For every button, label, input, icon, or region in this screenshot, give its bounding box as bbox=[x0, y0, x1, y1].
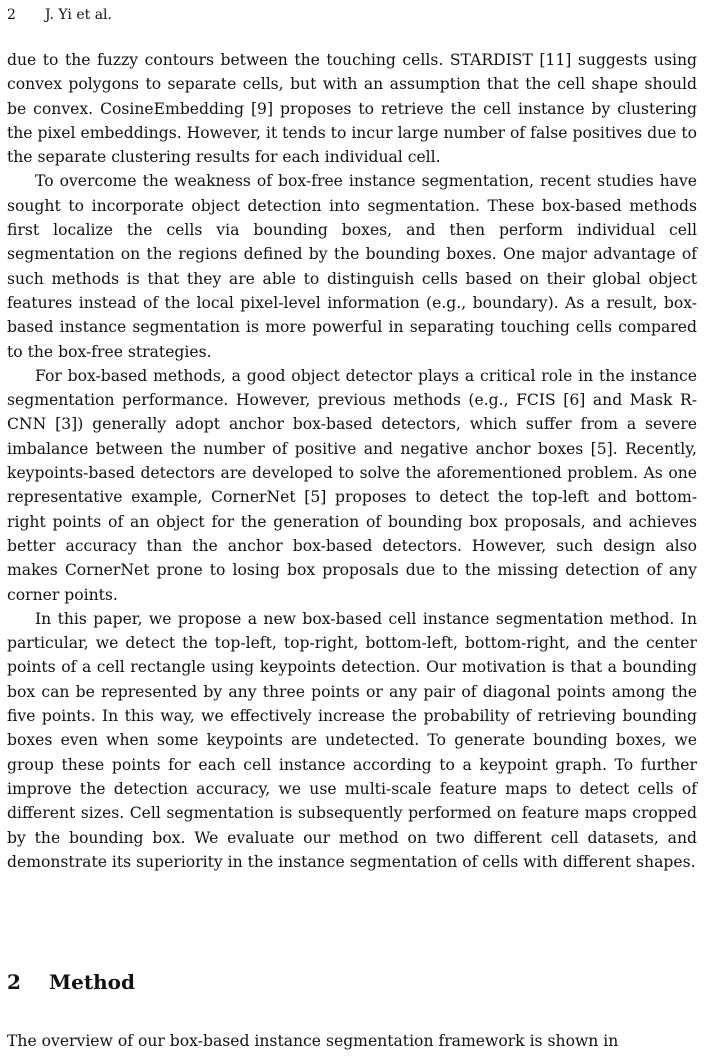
section-first-line: The overview of our box-based instance segmentation framework is shown in bbox=[7, 1032, 619, 1050]
running-authors: J. Yi et al. bbox=[45, 7, 112, 23]
section-number: 2 bbox=[7, 970, 21, 994]
paragraph-keypoint-detectors: For box-based methods, a good object detector plays a critical role in the instance segmentation performance. However, previous methods (e.g., FCIS [6] and Mask R-CNN [3]) generally adopt anchor box-based detectors, which suffer from a severe imbalance between the number of positive and negative anchor boxes [5]. Recently, keypoints-based detectors are developed to solve the aforementioned problem. As one representative example, CornerNet [5] proposes to detect the top-left and bottom-right points of an object for the generation of bounding box proposals, and achieves better accuracy than the anchor box-based detectors. However, such design also makes CornerNet prone to losing box proposals due to the missing detection of any corner points. bbox=[7, 366, 697, 604]
body-text bbox=[7, 48, 697, 874]
section-heading bbox=[7, 967, 135, 997]
paragraph-proposed-method: In this paper, we propose a new box-based cell instance segmentation method. In particular, we detect the top-left, top-right, bottom-left, bottom-right, and the center points of a cell rectangle using keypoints detection. Our motivation is that a bounding box can be represented by any three points or any pair of diagonal points among the five points. In this way, we effectively increase the probability of retrieving bounding boxes even when some keypoints are undetected. To generate bounding boxes, we group these points for each cell instance according to a keypoint graph. To further improve the detection accuracy, we use multi-scale feature maps to detect cells of different sizes. Cell segmentation is subsequently performed on feature maps cropped by the bounding box. We evaluate our method on two different cell datasets, and demonstrate its superiority in the instance segmentation of cells with different shapes. bbox=[7, 609, 697, 871]
running-header bbox=[7, 4, 112, 26]
page-number: 2 bbox=[7, 7, 16, 23]
paragraph-continuation: due to the fuzzy contours between the touching cells. STARDIST [11] suggests using convex polygons to separate cells, but with an assumption that the cell shape should be convex. CosineEmbedding [9] proposes to retrieve the cell instance by clustering the pixel embeddings. However, it tends to incur large number of false positives due to the separate clustering results for each individual cell. bbox=[7, 51, 697, 167]
section-title: Method bbox=[49, 970, 135, 994]
paragraph-box-based-motivation: To overcome the weakness of box-free instance segmentation, recent studies have sought to incorporate object detection into segmentation. These box-based methods first localize the cells via bounding boxes, and then perform individual cell segmentation on the regions defined by the bounding boxes. One major advantage of such methods is that they are able to distinguish cells based on their global object features instead of the local pixel-level information (e.g., boundary). As a result, box-based instance segmentation is more powerful in separating touching cells compared to the box-free strategies. bbox=[7, 172, 697, 361]
